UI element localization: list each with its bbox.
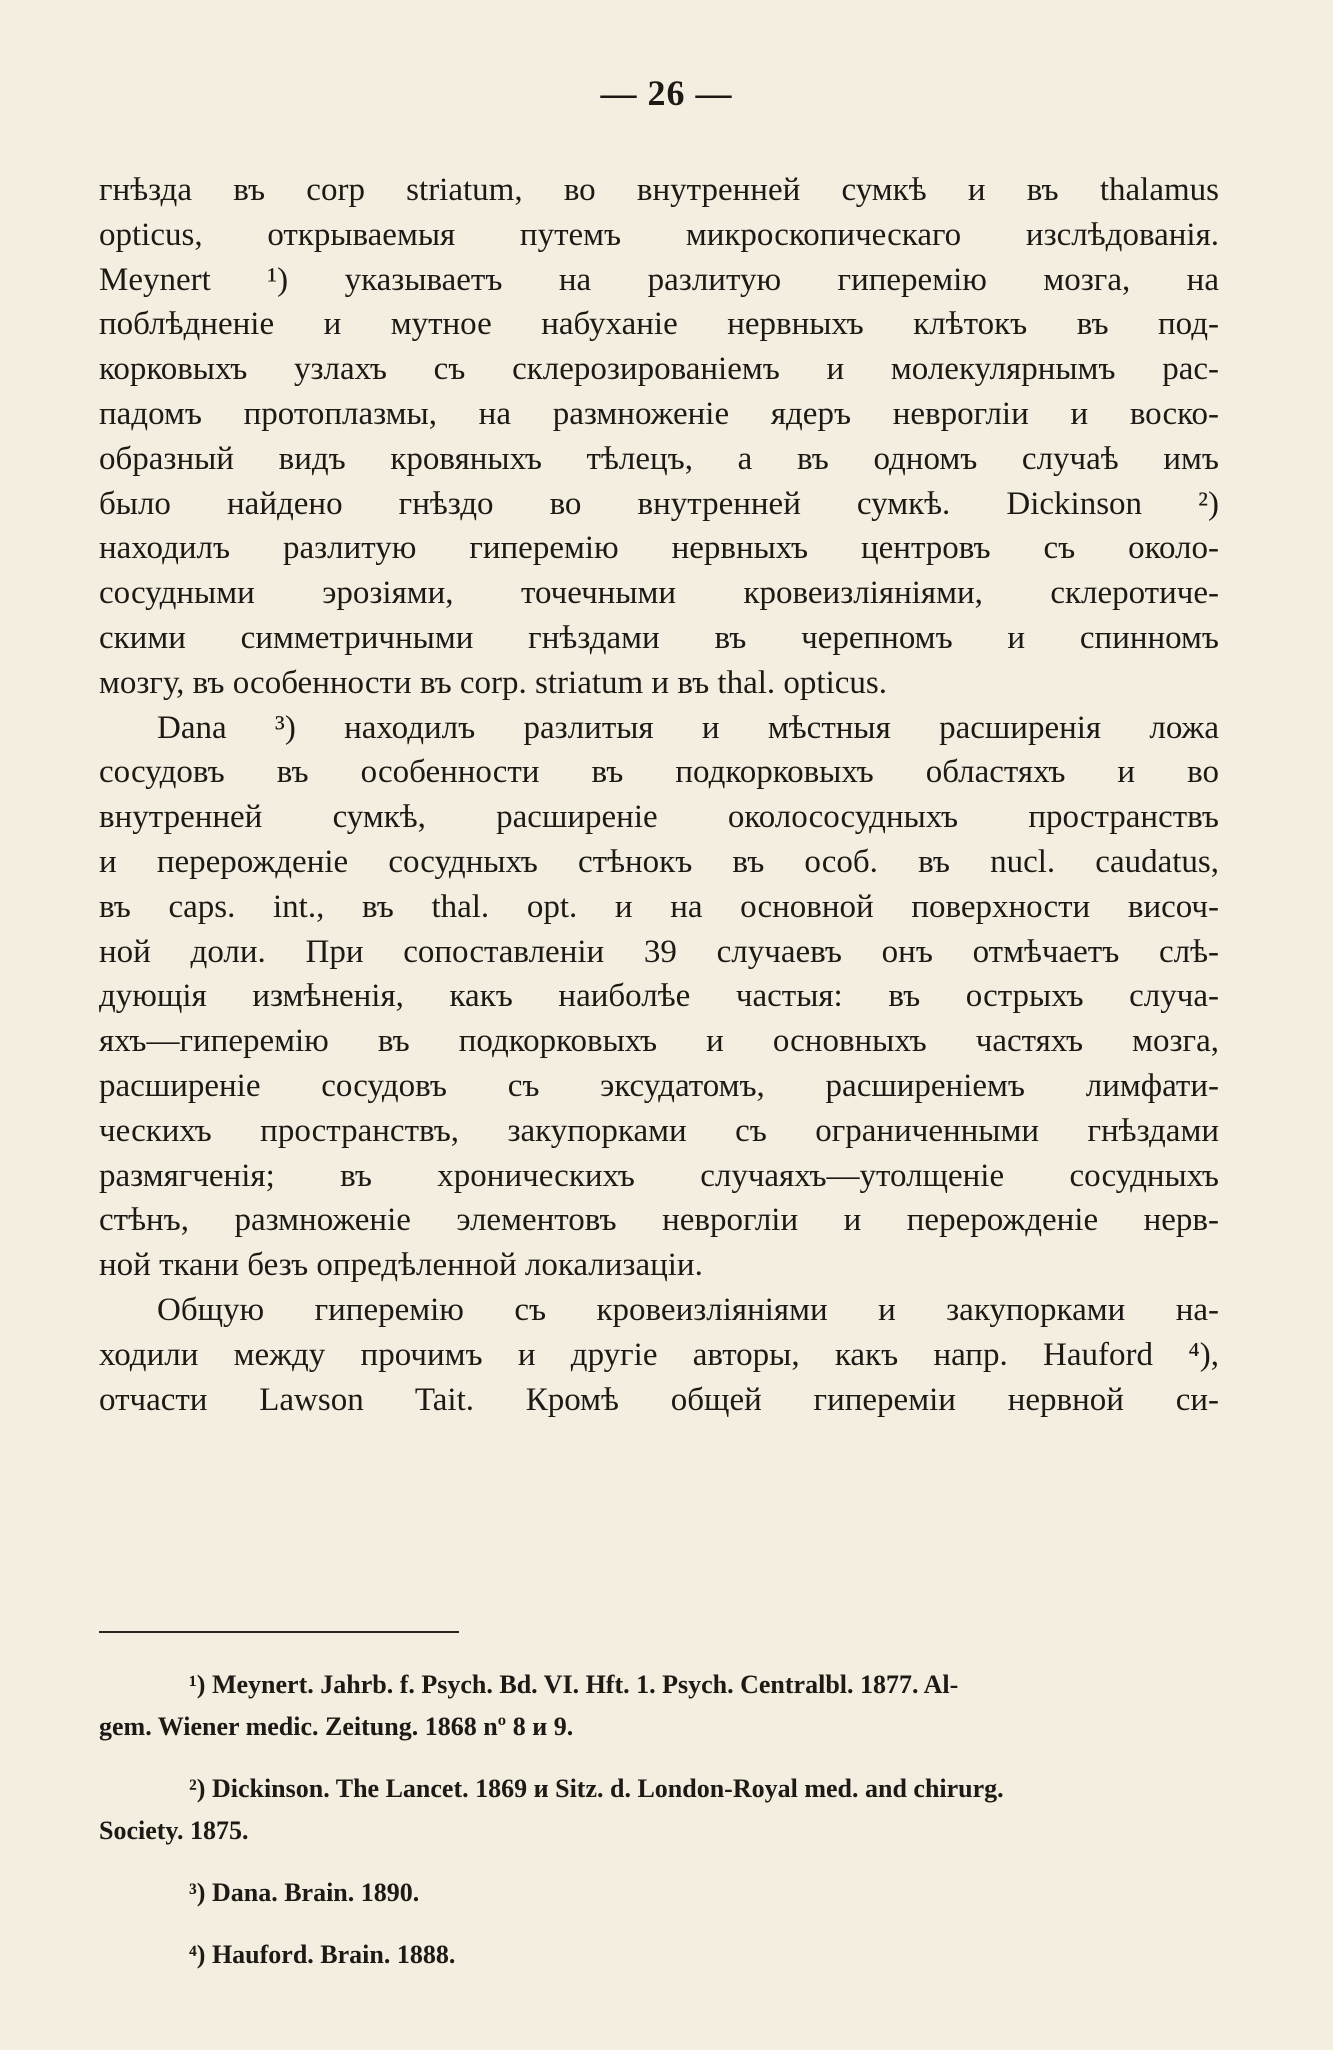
page-number: — 26 —	[600, 73, 733, 113]
text-line: Dana ³) находилъ разлитыя и мѣстныя расширенія ложа	[157, 709, 1219, 746]
text-line: сосудными эрозіями, точечными кровеизліяніями, склеротиче-	[99, 575, 1219, 612]
text-line: ческихъ пространствъ, закупорками съ ограниченными гнѣздами	[99, 1112, 1219, 1149]
text-line: гнѣзда въ corp striatum, во внутренней сумкѣ и въ thalamus	[99, 172, 1219, 208]
footnote-line: ²) Dickinson. The Lancet. 1869 и Sitz. d. London-Royal med. and chirurg.	[189, 1774, 1004, 1803]
footnote-line: ³) Dana. Brain. 1890.	[189, 1878, 420, 1907]
text-line: мозгу, въ особенности въ corp. striatum и въ thal. opticus.	[99, 664, 887, 701]
text-line: находилъ разлитую гиперемію нервныхъ центровъ съ около-	[99, 530, 1219, 567]
text-line: скими симметричными гнѣздами въ черепномъ и спинномъ	[99, 619, 1219, 656]
footnote-line: Society. 1875.	[99, 1816, 249, 1845]
text-line: корковыхъ узлахъ съ склерозированіемъ и молекулярнымъ рас-	[99, 351, 1219, 388]
text-line: ной ткани безъ опредѣленной локализаціи.	[99, 1247, 703, 1284]
footnote-line: ⁴) Hauford. Brain. 1888.	[189, 1940, 456, 1969]
text-line: сосудовъ въ особенности въ подкорковыхъ областяхъ и во	[99, 754, 1219, 791]
text-line: поблѣдненіе и мутное набуханіе нервныхъ клѣтокъ въ под-	[99, 306, 1219, 343]
text-line: ходили между прочимъ и другіе авторы, какъ напр. Hauford ⁴),	[99, 1336, 1219, 1373]
text-line: Meynert ¹) указываетъ на разлитую гиперемію мозга, на	[99, 261, 1219, 298]
text-line: образный видъ кровяныхъ тѣлецъ, а въ одномъ случаѣ имъ	[99, 440, 1219, 477]
footnote-line: gem. Wiener medic. Zeitung. 1868 nº 8 и 9.	[99, 1712, 574, 1741]
text-line: размягченія; въ хроническихъ случаяхъ—утолщеніе сосудныхъ	[99, 1157, 1219, 1194]
text-line: отчасти Lawson Tait. Кромѣ общей гипереміи нервной си-	[99, 1381, 1219, 1418]
footnotes	[99, 1664, 1219, 1976]
text-line: яхъ—гиперемію въ подкорковыхъ и основныхъ частяхъ мозга,	[99, 1023, 1219, 1060]
text-line: и перерожденіе сосудныхъ стѣнокъ въ особ. въ nucl. caudatus,	[99, 843, 1219, 880]
text-line: ной доли. При сопоставленіи 39 случаевъ онъ отмѣчаетъ слѣ-	[99, 933, 1219, 970]
text-line: падомъ протоплазмы, на размноженіе ядеръ невроглiи и воско-	[99, 395, 1219, 432]
text-line: opticus, открываемыя путемъ микроскопическаго изслѣдованія.	[99, 216, 1219, 253]
text-line: было найдено гнѣздо во внутренней сумкѣ. Dickinson ²)	[99, 485, 1219, 522]
footnote-line: ¹) Meynert. Jahrb. f. Psych. Bd. VI. Hft. 1. Psych. Centralbl. 1877. Al-	[189, 1670, 959, 1699]
body-text	[99, 168, 1219, 1422]
text-line: Общую гиперемію съ кровеизліяніями и закупорками на-	[157, 1291, 1219, 1328]
text-line: въ caps. int., въ thal. opt. и на основной поверхности височ-	[99, 888, 1219, 925]
text-line: стѣнъ, размноженіе элементовъ невроглiи и перерожденіе нерв-	[99, 1202, 1219, 1239]
text-line: внутренней сумкѣ, расширеніе околососудныхъ пространствъ	[99, 799, 1219, 836]
text-line: расширеніе сосудовъ съ эксудатомъ, расширеніемъ лимфати-	[99, 1067, 1219, 1104]
text-line: дующія измѣненія, какъ наиболѣе частыя: въ острыхъ случа-	[99, 978, 1219, 1015]
footnote-divider	[99, 1631, 459, 1633]
